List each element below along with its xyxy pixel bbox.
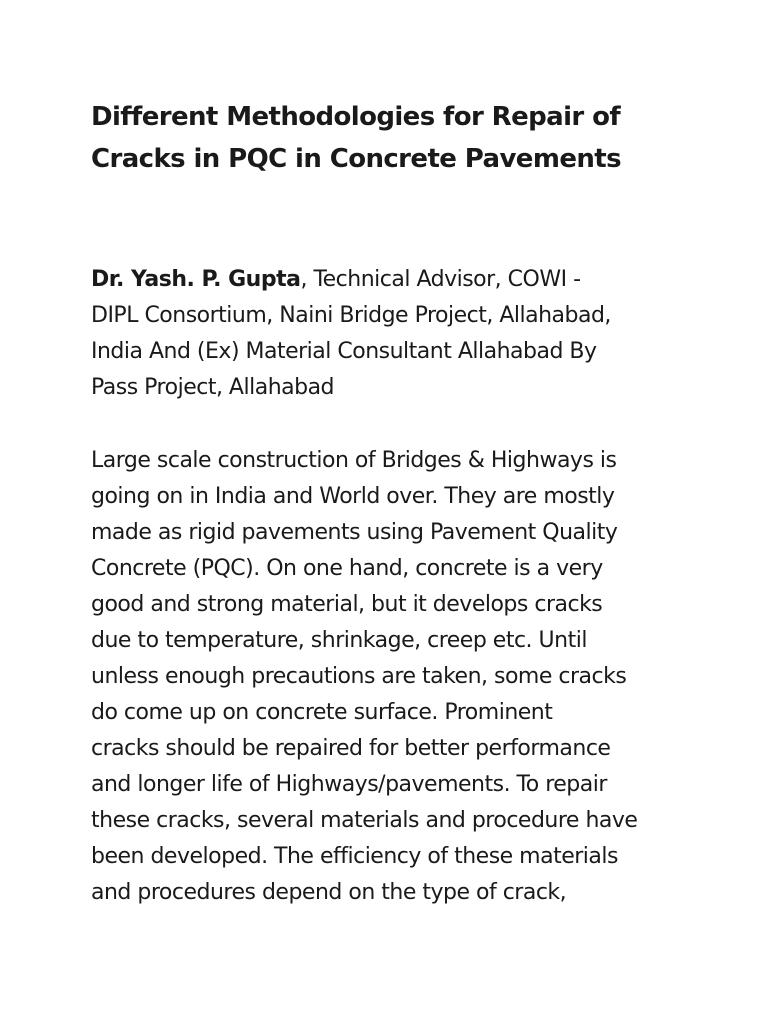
paragraph-line: been developed. The efficiency of these materials	[91, 844, 618, 869]
paragraph-line: good and strong material, but it develops cracks	[91, 592, 603, 617]
affiliation-line: , Technical Advisor, COWI -	[300, 267, 581, 292]
affiliation-line: India And (Ex) Material Consultant Allahabad By	[91, 339, 597, 364]
paragraph-line: Concrete (PQC). On one hand, concrete is a very	[91, 556, 603, 581]
paragraph-line: cracks should be repaired for better performance	[91, 736, 611, 761]
paragraph-line: do come up on concrete surface. Prominent	[91, 700, 553, 725]
paragraph-line: Large scale construction of Bridges & Highways is	[91, 448, 617, 473]
affiliation-line: DIPL Consortium, Naini Bridge Project, Allahabad,	[91, 303, 611, 328]
affiliation-line: Pass Project, Allahabad	[91, 375, 335, 400]
author-name: Dr. Yash. P. Gupta	[91, 267, 301, 292]
title-line: Different Methodologies for Repair of	[91, 102, 621, 132]
body-paragraph	[91, 443, 691, 911]
author-byline	[91, 262, 691, 406]
document-page	[91, 96, 691, 905]
paragraph-line: made as rigid pavements using Pavement Quality	[91, 520, 618, 545]
document-title	[91, 96, 691, 180]
paragraph-line: these cracks, several materials and procedure have	[91, 808, 638, 833]
paragraph-line: unless enough precautions are taken, some cracks	[91, 664, 627, 689]
paragraph-line: and procedures depend on the type of crack,	[91, 880, 567, 905]
paragraph-line: going on in India and World over. They are mostly	[91, 484, 615, 509]
paragraph-line: and longer life of Highways/pavements. To repair	[91, 772, 607, 797]
title-line: Cracks in PQC in Concrete Pavements	[91, 144, 621, 174]
paragraph-line: due to temperature, shrinkage, creep etc. Until	[91, 628, 587, 653]
